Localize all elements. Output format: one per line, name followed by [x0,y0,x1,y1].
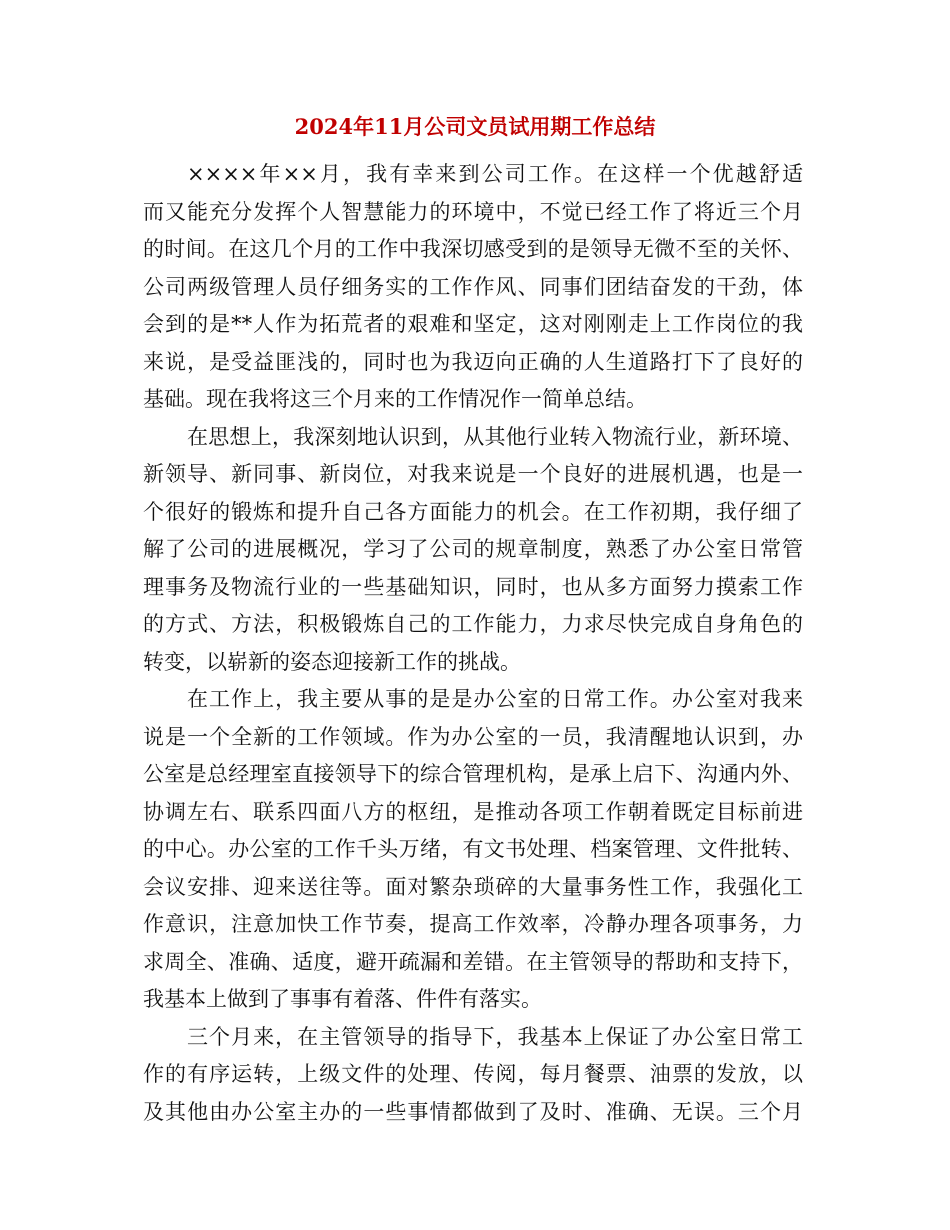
document-body [143,156,803,1131]
paragraph-line: 会议安排、迎来送往等。面对繁杂琐碎的大量事务性工作，我强化工 [143,874,803,899]
paragraph [143,156,803,419]
paragraph-line: 个很好的锻炼和提升自己各方面能力的机会。在工作初期，我仔细了 [143,499,803,524]
paragraph-line: 求周全、准确、适度，避开疏漏和差错。在主管领导的帮助和支持下， [143,949,803,974]
paragraph-line: 在思想上，我深刻地认识到，从其他行业转入物流行业，新环境、 [187,424,803,449]
paragraph [143,419,803,682]
paragraph-line: 公司两级管理人员仔细务实的工作作风、同事们团结奋发的干劲，体 [143,274,803,299]
paragraph-line: 作意识，注意加快工作节奏，提高工作效率，冷静办理各项事务，力 [143,912,803,936]
paragraph-line: 的方式、方法，积极锻炼自己的工作能力，力求尽快完成自身角色的 [143,612,803,636]
paragraph-line: 在工作上，我主要从事的是是办公室的日常工作。办公室对我来 [187,687,803,711]
paragraph-line: 我基本上做到了事事有着落、件件有落实。 [143,987,542,1011]
paragraph-line: 的中心。办公室的工作千头万绪，有文书处理、档案管理、文件批转、 [143,837,803,861]
paragraph-line: 基础。现在我将这三个月来的工作情况作一简单总结。 [143,387,647,411]
paragraph-line: 及其他由办公室主办的一些事情都做到了及时、准确、无误。三个月 [143,1099,803,1124]
document-title: 2024年11月公司文员试用期工作总结 [294,114,656,139]
paragraph-line: 而又能充分发挥个人智慧能力的环境中，不觉已经工作了将近三个月 [143,199,803,224]
paragraph-line: 作的有序运转，上级文件的处理、传阅，每月餐票、油票的发放，以 [143,1062,803,1086]
paragraph-line: 转变，以崭新的姿态迎接新工作的挑战。 [143,649,521,674]
paragraph-line: 会到的是**人作为拓荒者的艰难和坚定，这对刚刚走上工作岗位的我 [143,312,803,336]
paragraph-line: ××××年××月，我有幸来到公司工作。在这样一个优越舒适 [187,162,803,186]
paragraph-line: 的时间。在这几个月的工作中我深切感受到的是领导无微不至的关怀、 [143,237,803,261]
paragraph-line: 解了公司的进展概况，学习了公司的规章制度，熟悉了办公室日常管 [143,537,803,561]
paragraph-line: 新领导、新同事、新岗位，对我来说是一个良好的进展机遇，也是一 [143,462,803,486]
paragraph-line: 三个月来，在主管领导的指导下，我基本上保证了办公室日常工 [187,1024,803,1049]
paragraph-line: 协调左右、联系四面八方的枢纽，是推动各项工作朝着既定目标前进 [143,799,803,824]
paragraph-line: 公室是总经理室直接领导下的综合管理机构，是承上启下、沟通内外、 [143,762,803,786]
paragraph-line: 说是一个全新的工作领域。作为办公室的一员，我清醒地认识到，办 [143,724,803,749]
paragraph [143,1019,803,1132]
paragraph [143,681,803,1019]
paragraph-line: 来说，是受益匪浅的，同时也为我迈向正确的人生道路打下了良好的 [143,349,803,374]
paragraph-line: 理事务及物流行业的一些基础知识，同时，也从多方面努力摸索工作 [143,574,803,599]
